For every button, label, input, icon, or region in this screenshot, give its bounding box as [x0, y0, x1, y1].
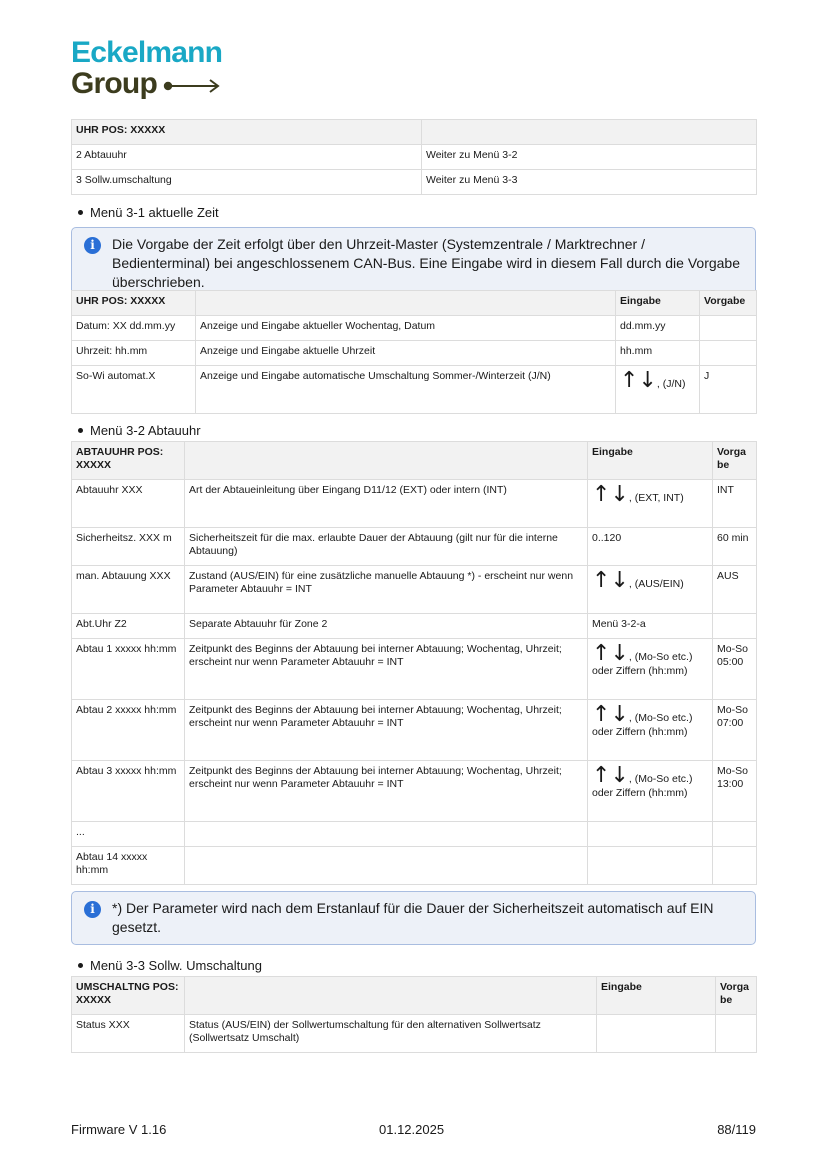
arrow-down-icon: ↓ [638, 368, 657, 393]
table-row: So-Wi automat.X Anzeige und Eingabe automatische Umschaltung Sommer-/Winterzeit (J/N) ↑↓, (J/N) J [72, 366, 757, 414]
company-logo [71, 38, 222, 100]
arrow-up-icon: ↑ [592, 702, 611, 727]
uhr-eingabe-table: UHR POS: XXXXX Eingabe Vorgabe Datum: XX dd.mm.yy Anzeige und Eingabe aktueller Wochentag, Datum dd.mm.yy Uhrzeit: hh.mm Anzeige und Eingabe aktuelle Uhrzeit hh.mm So-Wi automat.X Anzeige und Eingabe automatische Umschaltung Sommer-/Winterzeit (J/N) ↑↓, (J/N) J [71, 290, 757, 414]
table-row: Datum: XX dd.mm.yy Anzeige und Eingabe aktueller Wochentag, Datum dd.mm.yy [72, 316, 757, 341]
footer-firmware: Firmware V 1.16 [71, 1122, 167, 1137]
arrow-up-icon: ↑ [592, 763, 611, 788]
arrow-down-icon: ↓ [610, 641, 629, 666]
section-heading: Menü 3-1 aktuelle Zeit [78, 205, 219, 220]
table-row: Sicherheitsz. XXX m Sicherheitszeit für die max. erlaubte Dauer der Abtauung (gilt nur für die interne Abtauung) 0..120 60 min [72, 528, 757, 566]
table-row: 2 Abtauuhr Weiter zu Menü 3-2 [72, 145, 757, 170]
info-icon: i [84, 901, 101, 918]
footer-page: 88/119 [717, 1122, 756, 1137]
logo-arrow-icon [163, 78, 221, 94]
footer-date: 01.12.2025 [379, 1122, 445, 1137]
table-row: Abtau 2 xxxxx hh:mm Zeitpunkt des Beginns der Abtauung bei interner Abtauung; Wochentag, Uhrzeit; erscheint nur wenn Parameter Abtauuhr = INT ↑↓, (Mo-So etc.) oder Ziffern (hh:mm) Mo-So 07:00 [72, 700, 757, 761]
arrow-down-icon: ↓ [610, 482, 629, 507]
logo-line2: Group [71, 67, 157, 100]
info-note: i Die Vorgabe der Zeit erfolgt über den Uhrzeit-Master (Systemzentrale / Marktrechner / Bedienterminal) bei angeschlossenem CAN-Bus. Eine Eingabe wird in diesem Fall durch die Vorgabe überschrieben. [71, 227, 756, 300]
uhr-pos-table [71, 119, 757, 195]
table-row: ... [72, 822, 757, 847]
arrow-up-icon: ↑ [592, 568, 611, 593]
table-row: Abtau 3 xxxxx hh:mm Zeitpunkt des Beginns der Abtauung bei interner Abtauung; Wochentag, Uhrzeit; erscheint nur wenn Parameter Abtauuhr = INT ↑↓, (Mo-So etc.) oder Ziffern (hh:mm) Mo-So 13:00 [72, 761, 757, 822]
logo-line1: Eckelmann [71, 36, 223, 69]
abtauuhr-table: ABTAUUHR POS: XXXXX Eingabe Vorga be Abtauuhr XXX Art der Abtaueinleitung über Eingang D11/12 (EXT) oder intern (INT) ↑↓, (EXT, INT) INT Sicherheitsz. XXX m Sicherheitszeit für die max. erlaubte Dauer der Abtauung (gilt nur für die interne Abtauung) 0..120 60 min man. Abtauung XXX Zustand (AUS/EIN) für eine zusätzliche manuelle Abtauung *) - erscheint nur wenn Parameter Abtauuhr = INT ↑↓, (AUS/EIN) AUS Abt.Uhr Z2 Separate Abtauuhr für Zone 2 Menü 3-2-a Abtau 1 xxxxx hh:mm Zeitpunkt des Beginns der Abtauung bei interner Abtauung; Wochentag, Uhrzeit; erscheint nur wenn Parameter Abtauuhr = INT ↑↓, (Mo-So etc.) oder Ziffern (hh:mm) Mo-So 05:00 Abtau 2 xxxxx hh:mm Zeitpunkt des Beginns der Abtauung bei interner Abtauung; Wochentag, Uhrzeit; erscheint nur wenn Parameter Abtauuhr = INT ↑↓, (Mo-So etc.) oder Ziffern (hh:mm) Mo-So 07:00 Abtau 3 xxxxx hh:mm Zeitpunkt des Beginns der Abtauung bei interner Abtauung; Wochentag, Uhrzeit; erscheint nur wenn Parameter Abtauuhr = INT ↑↓, (Mo-So etc.) oder Ziffern (hh:mm) Mo-So 13:00 ... Abtau 14 xxxxx hh:mm [71, 441, 757, 885]
info-icon: i [84, 237, 101, 254]
table-row: Status XXX Status (AUS/EIN) der Sollwertumschaltung für den alternativen Sollwertsatz (Sollwertsatz Umschalt) [72, 1015, 757, 1053]
table-row: Abtauuhr XXX Art der Abtaueinleitung über Eingang D11/12 (EXT) oder intern (INT) ↑↓, (EXT, INT) INT [72, 480, 757, 528]
arrow-down-icon: ↓ [610, 763, 629, 788]
arrow-down-icon: ↓ [610, 702, 629, 727]
section-heading: Menü 3-2 Abtauuhr [78, 423, 201, 438]
table-row: Uhrzeit: hh.mm Anzeige und Eingabe aktuelle Uhrzeit hh.mm [72, 341, 757, 366]
table1-header: UHR POS: XXXXX [72, 120, 422, 145]
table-row: 3 Sollw.umschaltung Weiter zu Menü 3-3 [72, 170, 757, 195]
table-row: man. Abtauung XXX Zustand (AUS/EIN) für eine zusätzliche manuelle Abtauung *) - erscheint nur wenn Parameter Abtauuhr = INT ↑↓, (AUS/EIN) AUS [72, 566, 757, 614]
arrow-up-icon: ↑ [592, 641, 611, 666]
table-row: Abtau 1 xxxxx hh:mm Zeitpunkt des Beginns der Abtauung bei interner Abtauung; Wochentag, Uhrzeit; erscheint nur wenn Parameter Abtauuhr = INT ↑↓, (Mo-So etc.) oder Ziffern (hh:mm) Mo-So 05:00 [72, 639, 757, 700]
arrow-up-icon: ↑ [620, 368, 639, 393]
arrow-down-icon: ↓ [610, 568, 629, 593]
info-note: i *) Der Parameter wird nach dem Erstanlauf für die Dauer der Sicherheitszeit automatisch auf EIN gesetzt. [71, 891, 756, 945]
table-row: Abt.Uhr Z2 Separate Abtauuhr für Zone 2 Menü 3-2-a [72, 614, 757, 639]
table-row: Abtau 14 xxxxx hh:mm [72, 847, 757, 885]
umschaltung-table: UMSCHALTNG POS: XXXXX Eingabe Vorga be Status XXX Status (AUS/EIN) der Sollwertumschaltung für den alternativen Sollwertsatz (Sollwertsatz Umschalt) [71, 976, 757, 1053]
arrow-up-icon: ↑ [592, 482, 611, 507]
section-heading: Menü 3-3 Sollw. Umschaltung [78, 958, 262, 973]
